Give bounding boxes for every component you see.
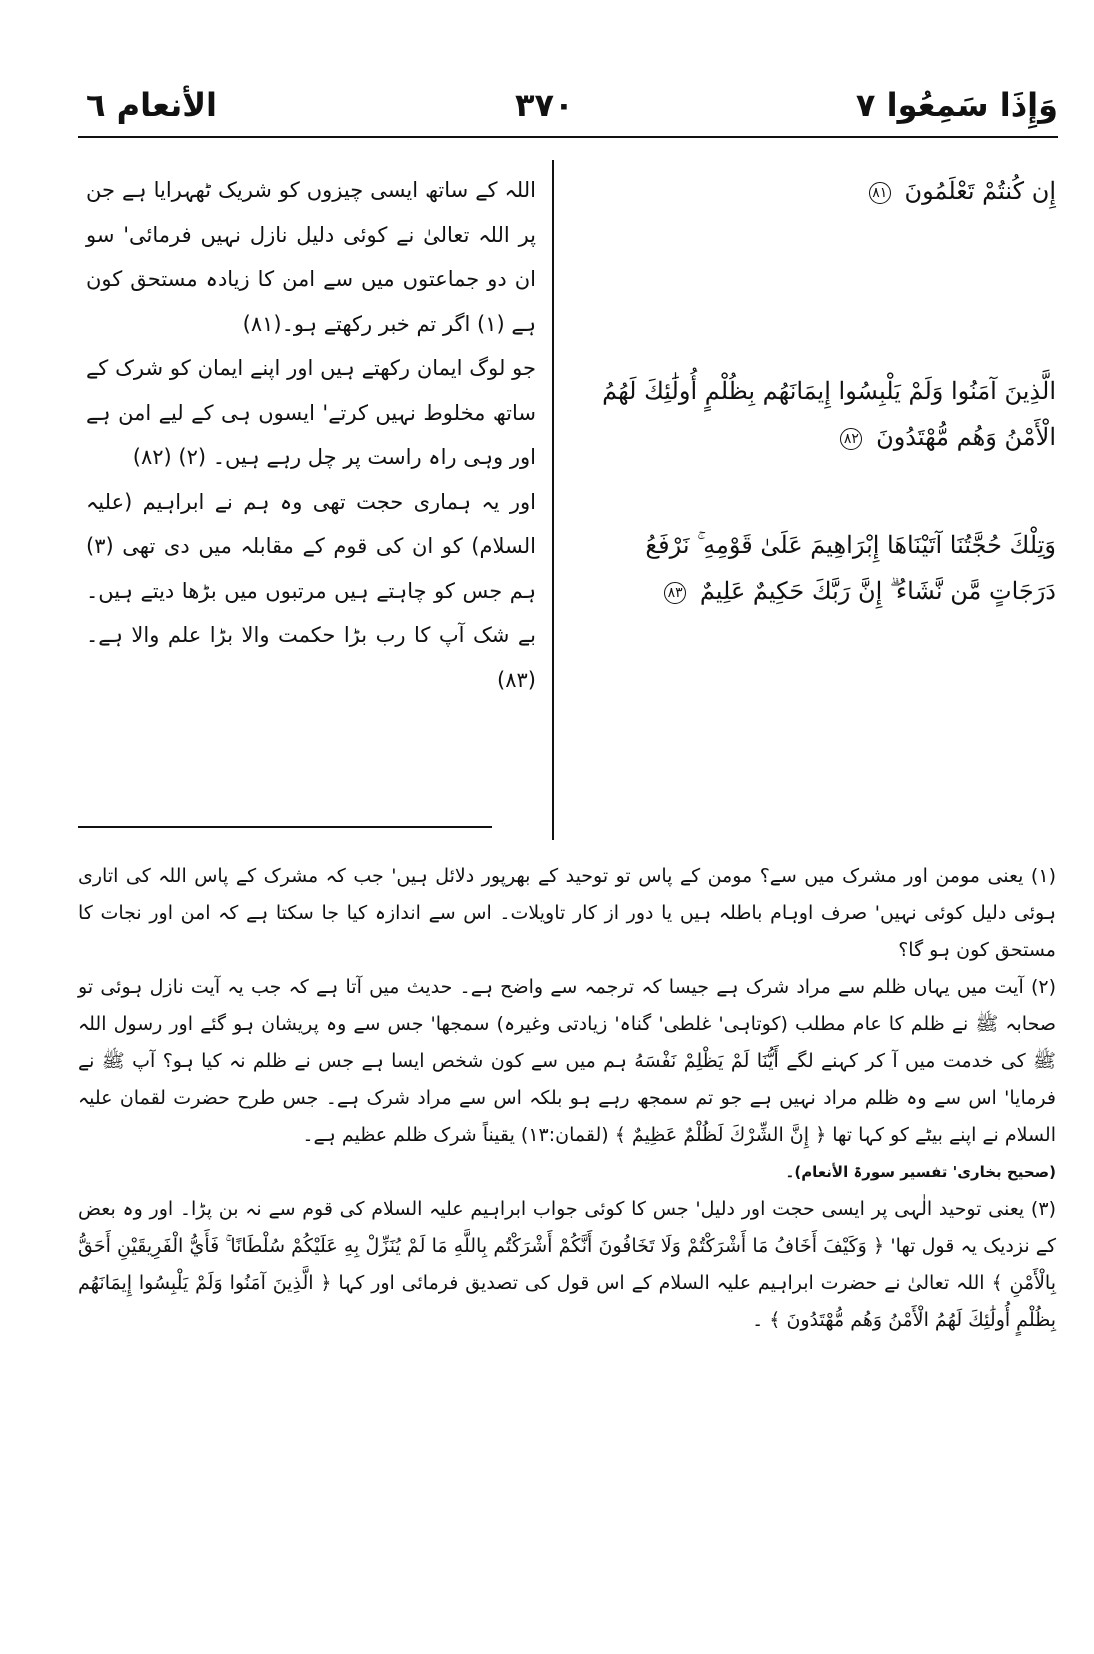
surah-title: الأنعام ٦ (86, 86, 218, 124)
header-divider (78, 136, 1058, 138)
translation-column (86, 168, 536, 702)
ayah-number-marker: ٨١ (869, 182, 891, 204)
arabic-verse-83 (586, 522, 1056, 614)
footnote-3: (۳) یعنی توحید الٰہی پر ایسی حجت اور دلیل' جس کا کوئی جواب ابراہیم علیہ السلام کی قوم سے نہ بن پڑا۔ اور وہ بعض کے نزدیک یہ قول تھا' ﴿ وَكَيْفَ أَخَافُ مَا أَشْرَكْتُمْ وَلَا تَخَافُونَ أَنَّكُمْ أَشْرَكْتُم بِاللَّهِ مَا لَمْ يُنَزِّلْ بِهِ عَلَيْكُمْ سُلْطَانًا ۚ فَأَيُّ الْفَرِيقَيْنِ أَحَقُّ بِالْأَمْنِ ﴾ اللہ تعالیٰ نے حضرت ابراہیم علیہ السلام کے اس قول کی تصدیق فرمائی اور کہا ﴿ الَّذِينَ آمَنُوا وَلَمْ يَلْبِسُوا إِيمَانَهُم بِظُلْمٍ أُولَٰئِكَ لَهُمُ الْأَمْنُ وَهُم مُّهْتَدُونَ ﴾ ۔ (78, 1198, 1056, 1331)
translation-81: اللہ کے ساتھ ایسی چیزوں کو شریک ٹھہرایا ہے جن پر اللہ تعالیٰ نے کوئی دلیل نازل نہیں فرمائی' سو ان دو جماعتوں میں سے امن کا زیادہ مستحق کون ہے (۱) اگر تم خبر رکھتے ہو۔(۸۱) (86, 178, 536, 336)
para-title: وَإِذَا سَمِعُوا ٧ (855, 86, 1058, 124)
verse-text: الَّذِينَ آمَنُوا وَلَمْ يَلْبِسُوا إِيمَانَهُم بِظُلْمٍ أُولَٰئِكَ لَهُمُ الْأَمْنُ وَهُم مُّهْتَدُونَ (602, 377, 1056, 451)
footnote-2: (۲) آیت میں یہاں ظلم سے مراد شرک ہے جیسا کہ ترجمہ سے واضح ہے۔ حدیث میں آتا ہے کہ جب یہ آیت نازل ہوئی تو صحابہ ﷺ نے ظلم کا عام مطلب (کوتاہی' غلطی' گناہ' زیادتی وغیرہ) سمجھا' جس سے وہ پریشان ہو گئے اور رسول اللہ ﷺ کی خدمت میں آ کر کہنے لگے أَيُّنَا لَمْ يَظْلِمْ نَفْسَهُ ہم میں سے کون شخص ایسا ہے جس نے ظلم نہ کیا ہو؟ آپ ﷺ نے فرمایا' اس سے وہ ظلم مراد نہیں ہے جو تم سمجھ رہے ہو بلکہ اس سے مراد شرک ہے۔ جس طرح حضرت لقمان علیہ السلام نے اپنے بیٹے کو کہا تھا ﴿ إِنَّ الشِّرْكَ لَظُلْمٌ عَظِيمٌ ﴾ (لقمان:۱۳) یقیناً شرک ظلم عظیم ہے۔ (78, 976, 1056, 1146)
arabic-verse-82 (586, 368, 1056, 460)
arabic-verse-81 (869, 168, 1056, 214)
translation-83: اور یہ ہماری حجت تھی وہ ہم نے ابراہیم (علیہ السلام) کو ان کی قوم کے مقابلہ میں دی تھی (۳) ہم جس کو چاہتے ہیں مرتبوں میں بڑھا دیتے ہیں۔ بے شک آپ کا رب بڑا حکمت والا بڑا علم والا ہے۔(۸۳) (86, 489, 536, 692)
verse-text: وَتِلْكَ حُجَّتُنَا آتَيْنَاهَا إِبْرَاهِيمَ عَلَىٰ قَوْمِهِ ۚ نَرْفَعُ دَرَجَاتٍ مَّن نَّشَاءُ ۗ إِنَّ رَبَّكَ حَكِيمٌ عَلِيمٌ (645, 531, 1056, 605)
footnote-1: (۱) یعنی مومن اور مشرک میں سے؟ مومن کے پاس تو توحید کے بھرپور دلائل ہیں' جب کہ مشرک کے پاس اللہ کی اتاری ہوئی دلیل کوئی نہیں' صرف اوہام باطلہ ہیں یا دور از کار تاویلات۔ اس سے اندازہ کیا جا سکتا ہے کہ امن اور نجات کا مستحق کون ہو گا؟ (78, 865, 1056, 961)
verse-text: إِن كُنتُمْ تَعْلَمُونَ (904, 177, 1056, 205)
footnote-divider (78, 826, 492, 828)
footnote-2-reference: (صحیح بخاری' تفسیر سورۃ الأنعام)۔ (785, 1163, 1056, 1181)
ayah-number-marker: ٨٢ (840, 428, 862, 450)
page-number: ٣٧٠ (515, 86, 574, 124)
column-divider (552, 160, 554, 840)
ayah-number-marker: ٨٣ (664, 582, 686, 604)
translation-82: جو لوگ ایمان رکھتے ہیں اور اپنے ایمان کو شرک کے ساتھ مخلوط نہیں کرتے' ایسوں ہی کے لیے امن ہے اور وہی راہ راست پر چل رہے ہیں۔ (۲) (۸۲) (86, 356, 536, 469)
footnotes-section (78, 858, 1056, 1339)
